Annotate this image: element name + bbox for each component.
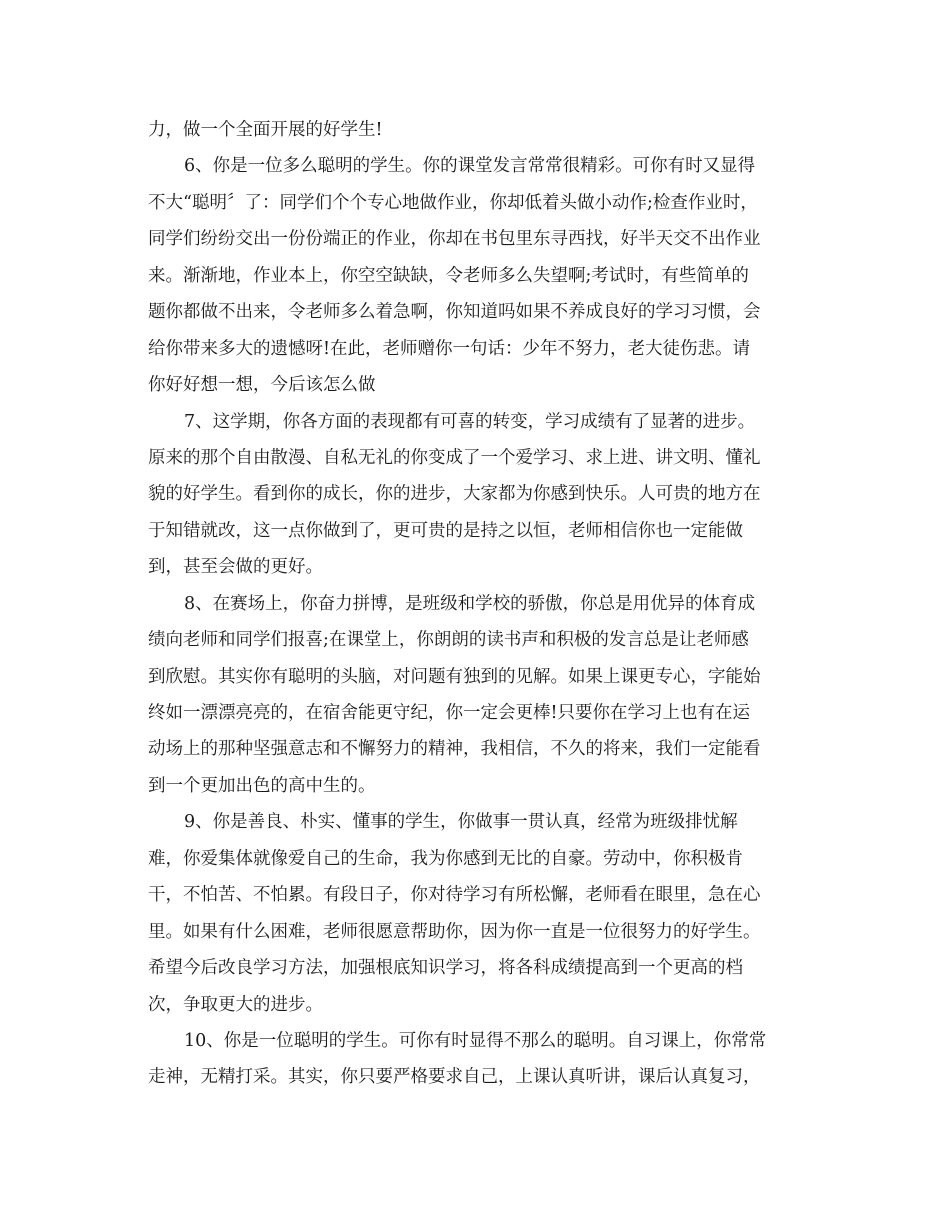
text-line: 终如一漂漂亮亮的，在宿舍能更守纪，你一定会更棒!只要你在学习上也有在运 <box>148 703 751 723</box>
text-line: 到，甚至会做的更好。 <box>148 557 323 578</box>
paragraph-8-start: 8、在赛场上，你奋力拼博，是班级和学校的骄傲，你总是用优异的体育成 <box>184 593 756 614</box>
text-line: 次，争取更大的进步。 <box>148 994 323 1015</box>
text-line: 到一个更加出色的高中生的。 <box>148 775 376 796</box>
text-line: 到欣慰。其实你有聪明的头脑，对问题有独到的见解。如果上课更专心，字能始 <box>148 666 761 687</box>
text-line: 给你带来多大的遗憾呀!在此，老师赠你一句话：少年不努力，老大徒伤悲。请 <box>148 338 751 359</box>
text-line: 于知错就改，这一点你做到了，更可贵的是持之以恒，老师相信你也一定能做 <box>148 520 743 541</box>
text-line: 干，不怕苦、不怕累。有段日子，你对待学习有所松懈，老师看在眼里，急在心 <box>148 885 761 906</box>
paragraph-6-start: 6、你是一位多么聪明的学生。你的课堂发言常常很精彩。可你有时又显得 <box>184 156 756 177</box>
paragraph-7-start: 7、这学期，你各方面的表现都有可喜的转变，学习成绩有了显著的进步。 <box>184 411 756 432</box>
text-line: 力，做一个全面开展的好学生! <box>148 120 383 140</box>
text-line: 走神，无精打采。其实，你只要严格要求自己，上课认真听讲，课后认真复习， <box>148 1067 761 1088</box>
text-line: 同学们纷纷交出一份份端正的作业，你却在书包里东寻西找，好半天交不出作业 <box>148 229 761 250</box>
text-line: 里。如果有什么困难，老师很愿意帮助你，因为你一直是一位很努力的好学生。 <box>148 921 761 942</box>
text-line: 难，你爱集体就像爱自己的生命，我为你感到无比的自豪。劳动中，你积极肯 <box>148 848 743 869</box>
document-body <box>148 112 808 1096</box>
text-line: 貌的好学生。看到你的成长，你的进步，大家都为你感到快乐。人可贵的地方在 <box>148 484 761 505</box>
text-line: 动场上的那种坚强意志和不懈努力的精神，我相信，不久的将来，我们一定能看 <box>148 739 761 760</box>
text-line: 来。渐渐地，作业本上，你空空缺缺，令老师多么失望啊;考试时，有些简单的 <box>148 265 749 286</box>
paragraph-9-start: 9、你是善良、朴实、懂事的学生，你做事一贯认真，经常为班级排忧解 <box>184 812 738 833</box>
text-line: 你好好想一想，今后该怎么做 <box>148 375 376 396</box>
text-line: 题你都做不出来，令老师多么着急啊，你知道吗如果不养成良好的学习习惯，会 <box>148 302 761 323</box>
text-line: 绩向老师和同学们报喜;在课堂上，你朗朗的读书声和积极的发言总是让老师感 <box>148 630 749 651</box>
text-line: 原来的那个自由散漫、自私无礼的你变成了一个爱学习、求上进、讲文明、懂礼 <box>148 447 761 468</box>
text-line: 希望今后改良学习方法，加强根底知识学习，将各科成绩提高到一个更高的档 <box>148 958 743 979</box>
paragraph-10-start: 10、你是一位聪明的学生。可你有时显得不那么的聪明。自习课上，你常常 <box>184 1030 767 1051</box>
text-line: 不大“聪明〞了：同学们个个专心地做作业，你却低着头做小动作;检查作业时， <box>148 192 758 213</box>
